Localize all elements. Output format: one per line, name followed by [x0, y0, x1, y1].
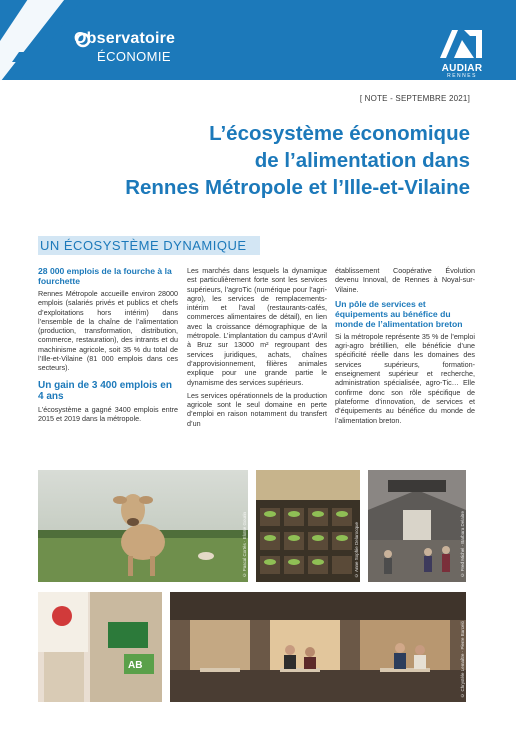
subheading-gain: Un gain de 3 400 emplois en 4 ans: [38, 379, 172, 402]
paragraph-pole: Si la métropole représente 35 % de l’emploi agri-agro brétillien, elle bénéficie d’une spécificité réelle dans les domaines des services supérieurs, formation-enseignement supérieur et recherche, administration spécialisée, agro-Tic… Elle confirme donc son rôle spécifique de plateforme d’innovation, de services et d’équipements au bénéfice du monde de l’alimentation breton.: [335, 331, 475, 425]
photo-products: [38, 592, 162, 702]
title-line-1: L’écosystème économique: [209, 122, 470, 145]
photo-seedlings: [256, 470, 360, 582]
header-banner: [0, 0, 516, 80]
photo-cow: [38, 470, 248, 582]
subheading-emplois: 28 000 emplois de la fourche à la fourchette: [38, 266, 172, 286]
brand-economie: ÉCONOMIE: [97, 49, 171, 64]
paragraph-emplois: Rennes Métropole accueille environ 28000 emplois (salariés privés et publics et chefs d’exploitations hors intérim) dans l’ensemble de la chaîne de l’alimentation (production, transformation, distribution, commerce, restauration), des intrants et du machinisme agricole, soit 35 % du total de l’Ille-et-Vilaine (81 000 emplois dans ces secteurs).: [38, 289, 178, 373]
seedlings-image-icon: [256, 470, 360, 582]
brand-observatoire: Observatoire: [74, 30, 176, 47]
title-line-2: de l’alimentation dans: [254, 149, 470, 172]
paragraph-gain: L’écosystème a gagné 3400 emplois entre 2015 et 2019 dans la métropole.: [38, 404, 178, 423]
subheading-pole: Un pôle de services et équipements au bénéfice du monde de l’alimentation breton: [335, 298, 463, 329]
organic-products-image-icon: [38, 592, 162, 702]
audiar-wordmark: AUDIAR: [441, 63, 483, 74]
note-date: [ NOTE - SEPTEMBRE 2021]: [359, 94, 470, 103]
cow-image-icon: [38, 470, 248, 582]
market-image-icon: [368, 470, 466, 582]
restaurant-terrace-image-icon: [170, 592, 466, 702]
svg-text:AB: AB: [128, 660, 143, 671]
column-2: [187, 266, 327, 432]
paragraph-innoval: établissement Coopérative Évolution devenu Innoval, de Rennes à Noyal-sur-Vilaine.: [335, 266, 475, 294]
photo-credit-cow: © Pascal Cortès · Eloïse Gourin: [242, 512, 247, 578]
audiar-city: RENNES: [447, 73, 477, 79]
photo-market: [368, 470, 466, 582]
paragraph-marches: Les marchés dans lesquels la dynamique est particulièrement forte sont les services supérieurs, l’agroTic (numérique pour l’agri-agro), les services de remplacements-intérim et l’aval (restaurants-cafés, commerces alimentaires de détail), en lien avec la croissance démographique de la métropole. L’implantation du campus d’Avril à Bruz sur 13000 m² regroupant des services juridiques, achats, chaînes d’approvisionnement, filières animales explique pour une grande partie le dynamisme des services supérieurs.: [187, 266, 327, 387]
photo-restaurant: [170, 592, 466, 702]
paragraph-services: Les services opérationnels de la production agricole sont le seul domaine en perte d’emploi en raison notamment du transfert d’un: [187, 390, 327, 428]
photo-credit-restaurant: © Chrystèle Lemaître · Pierre Barceló: [460, 621, 465, 698]
photo-credit-market: © Fred Michel · Barbara Delaitre: [460, 511, 465, 578]
section-title: UN ÉCOSYSTÈME DYNAMIQUE: [40, 238, 247, 253]
page-title: [30, 120, 470, 201]
column-3: [335, 266, 475, 429]
photo-credit-seedlings: © Anne Sophie Delarocque: [354, 521, 359, 578]
title-line-3: Rennes Métropole et l’Ille-et-Vilaine: [125, 176, 470, 199]
column-1: [38, 266, 178, 427]
